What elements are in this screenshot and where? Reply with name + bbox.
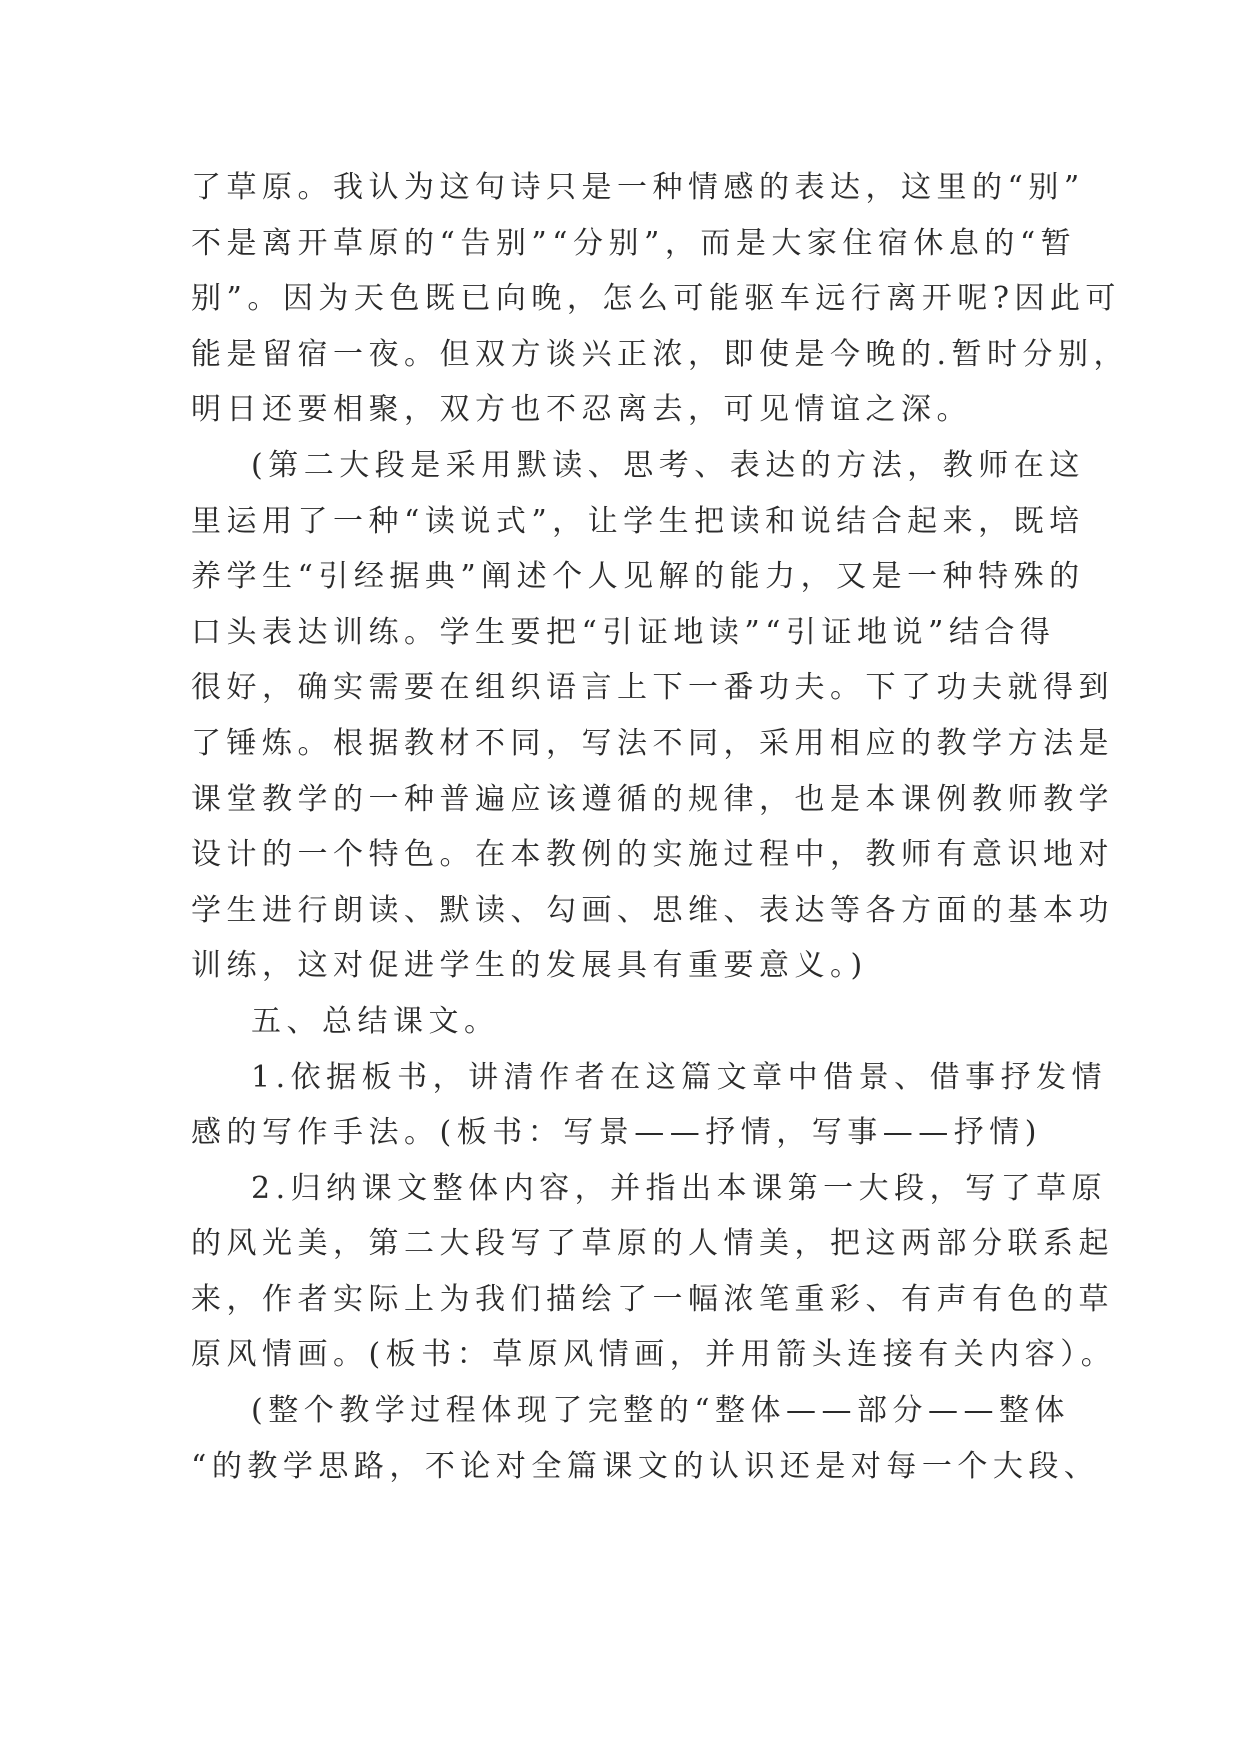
- document-body: [191, 160, 1130, 1494]
- text-line-13: 设计的一个特色。在本教例的实施过程中，教师有意识地对: [191, 837, 1114, 873]
- text-line-15: 训练，这对促进学生的发展具有重要意义。): [191, 948, 868, 984]
- text-line-18: 感的写作手法。(板书：写景——抒情，写事——抒情): [191, 1115, 1042, 1151]
- section-heading-line: 五、总结课文。: [251, 1003, 500, 1039]
- text-line-19: 2.归纳课文整体内容，并指出本课第一大段，写了草原: [251, 1170, 1108, 1206]
- text-line-9: 口头表达训练。学生要把“引证地读”“引证地说”结合得: [191, 614, 1056, 650]
- text-line-4: 能是留宿一夜。但双方谈兴正浓，即使是今晚的.暂时分别，: [191, 336, 1130, 372]
- text-line-17: 1.依据板书，讲清作者在这篇文章中借景、借事抒发情: [251, 1059, 1108, 1095]
- text-line-2: 不是离开草原的“告别”“分别”，而是大家住宿休息的“暂: [191, 225, 1077, 261]
- text-line-3: 别”。因为天色既已向晚，怎么可能驱车远行离开呢?因此可: [191, 281, 1121, 317]
- text-line-8: 养学生“引经据典”阐述个人见解的能力，又是一种特殊的: [191, 559, 1085, 595]
- text-line-11: 了锤炼。根据教材不同，写法不同，采用相应的教学方法是: [191, 725, 1114, 761]
- text-line-6: (第二大段是采用默读、思考、表达的方法，教师在这: [251, 447, 1085, 483]
- text-line-7: 里运用了一种“读说式”，让学生把读和说结合起来，既培: [191, 503, 1085, 539]
- text-line-14: 学生进行朗读、默读、勾画、思维、表达等各方面的基本功: [191, 892, 1114, 928]
- text-line-5: 明日还要相聚，双方也不忍离去，可见情谊之深。: [191, 392, 972, 428]
- text-line-21: 来，作者实际上为我们描绘了一幅浓笔重彩、有声有色的草: [191, 1281, 1114, 1317]
- text-line-10: 很好，确实需要在组织语言上下一番功夫。下了功夫就得到: [191, 670, 1114, 706]
- text-line-22: 原风情画。(板书：草原风情画，并用箭头连接有关内容）。: [191, 1337, 1117, 1373]
- text-line-20: 的风光美，第二大段写了草原的人情美，把这两部分联系起: [191, 1226, 1114, 1262]
- text-line-24: “的教学思路，不论对全篇课文的认识还是对每一个大段、: [191, 1448, 1100, 1484]
- text-line-23: (整个教学过程体现了完整的“整体——部分——整体: [251, 1393, 1071, 1429]
- text-line-12: 课堂教学的一种普遍应该遵循的规律，也是本课例教师教学: [191, 781, 1114, 817]
- text-line-1: 了草原。我认为这句诗只是一种情感的表达，这里的“别”: [191, 170, 1085, 205]
